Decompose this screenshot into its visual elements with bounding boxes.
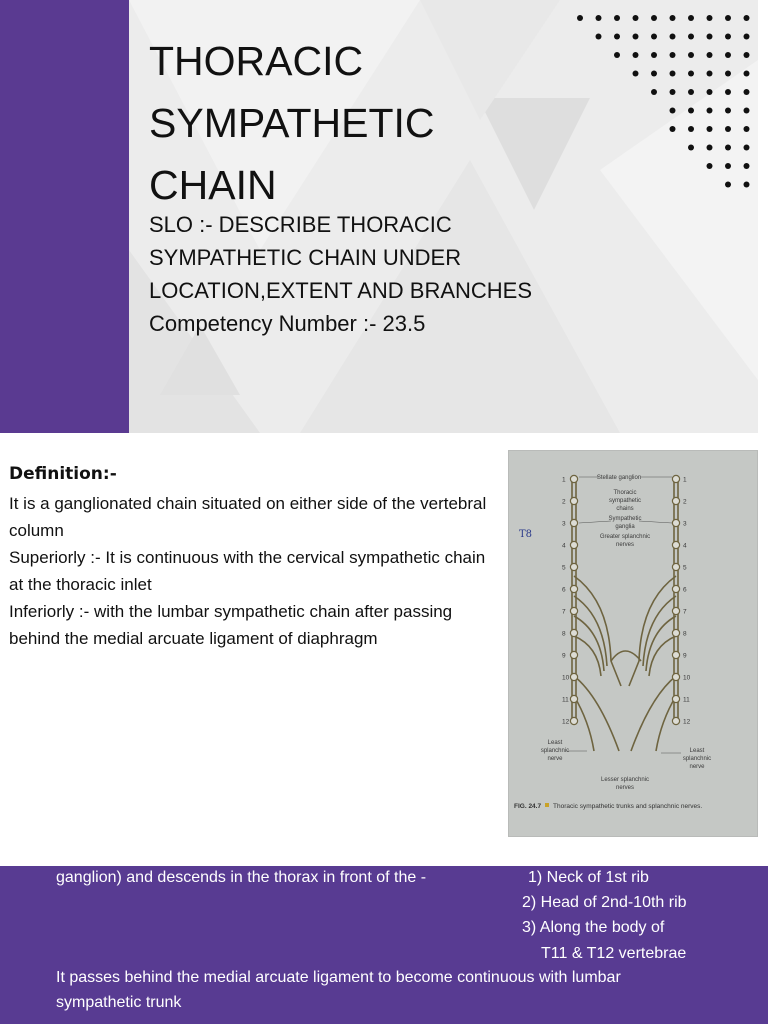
ganglion-node xyxy=(672,497,679,504)
label-least-right: splanchnic xyxy=(682,756,712,762)
decorative-dot xyxy=(744,71,750,77)
decorative-dot xyxy=(725,89,731,95)
decorative-dot xyxy=(670,15,676,21)
decorative-dot xyxy=(688,89,694,95)
label-least-left: nerve xyxy=(547,756,563,762)
ganglion-node xyxy=(570,519,577,526)
ganglion-node xyxy=(570,563,577,570)
decorative-dot xyxy=(633,15,639,21)
decorative-dot xyxy=(688,108,694,114)
label-least-left: Least xyxy=(547,740,563,746)
decorative-dot xyxy=(725,52,731,58)
ganglion-node xyxy=(570,629,577,636)
decorative-dot xyxy=(707,34,713,40)
decorative-dot xyxy=(725,163,731,169)
decorative-dot xyxy=(577,15,583,21)
ganglion-node xyxy=(570,475,577,482)
decorative-dot xyxy=(744,182,750,188)
title-line: THORACIC xyxy=(149,38,364,84)
level-number: 7 xyxy=(683,608,687,616)
decorative-dot xyxy=(670,126,676,132)
ganglion-node xyxy=(672,717,679,724)
ganglion-node xyxy=(570,673,577,680)
decorative-dot xyxy=(670,34,676,40)
ganglion-node xyxy=(672,475,679,482)
list-item: 1) Neck of 1st rib xyxy=(528,869,649,886)
slo-line: SLO :- DESCRIBE THORACIC xyxy=(149,212,452,237)
level-number: 12 xyxy=(562,718,570,726)
decorative-dot xyxy=(707,71,713,77)
level-number: 1 xyxy=(683,476,687,484)
label-nerves: nerves xyxy=(615,542,635,548)
decorative-dot xyxy=(744,52,750,58)
decorative-dot xyxy=(688,52,694,58)
ganglion-node xyxy=(672,629,679,636)
definition-body xyxy=(9,490,504,652)
decorative-dot xyxy=(744,163,750,169)
label-greater-splanchnic: Greater splanchnic xyxy=(599,534,651,540)
list-item: 2) Head of 2nd-10th rib xyxy=(522,894,687,911)
level-number: 2 xyxy=(683,498,687,506)
ganglion-node xyxy=(672,607,679,614)
decorative-dot xyxy=(725,108,731,114)
level-number: 7 xyxy=(562,608,566,616)
label-lesser-splanchnic: Lesser splanchnic xyxy=(600,777,650,783)
decorative-dot xyxy=(744,145,750,151)
level-number: 12 xyxy=(683,718,691,726)
slide-title xyxy=(149,30,569,216)
definition-slide xyxy=(0,445,768,855)
anatomy-figure-photo xyxy=(508,450,758,837)
decorative-dot xyxy=(633,34,639,40)
decorative-dot xyxy=(688,71,694,77)
decorative-dot xyxy=(670,71,676,77)
decorative-dot xyxy=(744,15,750,21)
sympathetic-chain-diagram xyxy=(509,451,757,836)
handwritten-t8: T8 xyxy=(519,529,533,540)
decorative-dot xyxy=(725,71,731,77)
ganglion-node xyxy=(672,695,679,702)
list-item: T11 & T12 vertebrae xyxy=(541,945,687,962)
decorative-dot xyxy=(670,89,676,95)
decorative-dot xyxy=(725,34,731,40)
ganglion-node xyxy=(570,717,577,724)
level-number: 4 xyxy=(683,542,687,550)
dot-pattern xyxy=(560,0,758,200)
ganglion-node xyxy=(672,563,679,570)
list-item: 3) Along the body of xyxy=(522,919,665,936)
ganglion-node xyxy=(672,585,679,592)
decorative-dot xyxy=(596,34,602,40)
caption-marker-icon xyxy=(545,803,549,807)
ganglion-node xyxy=(672,519,679,526)
definition-paragraph: Inferiorly :- with the lumbar sympathetic chain after passing behind the medial arcuate ligament of diaphragm xyxy=(9,602,453,648)
level-number: 8 xyxy=(683,630,687,638)
level-number: 9 xyxy=(683,652,687,660)
decorative-dot xyxy=(744,89,750,95)
level-number: 1 xyxy=(562,476,566,484)
slo-line: LOCATION,EXTENT AND BRANCHES xyxy=(149,278,533,303)
figure-number: FIG. 24.7 xyxy=(514,803,542,810)
slo-text xyxy=(149,208,589,307)
title-slide xyxy=(0,0,758,433)
level-number: 5 xyxy=(683,564,687,572)
decorative-dot xyxy=(725,182,731,188)
decorative-dot xyxy=(707,15,713,21)
decorative-dot xyxy=(707,145,713,151)
course-text-line: sympathetic trunk xyxy=(56,994,182,1011)
ganglion-node xyxy=(672,541,679,548)
level-number: 3 xyxy=(562,520,566,528)
title-line: CHAIN xyxy=(149,162,277,208)
label-lesser-nerves: nerves xyxy=(615,785,635,791)
level-number: 5 xyxy=(562,564,566,572)
definition-heading: Definition:- xyxy=(9,464,117,484)
decorative-dot xyxy=(688,34,694,40)
level-number: 9 xyxy=(562,652,566,660)
level-number: 3 xyxy=(683,520,687,528)
label-ganglia: ganglia xyxy=(615,524,635,530)
decorative-dot xyxy=(688,15,694,21)
decorative-dot xyxy=(633,52,639,58)
level-number: 10 xyxy=(562,674,570,682)
level-number: 4 xyxy=(562,542,566,550)
ganglion-node xyxy=(672,673,679,680)
decorative-dot xyxy=(614,15,620,21)
decorative-dot xyxy=(744,126,750,132)
decorative-dot xyxy=(596,15,602,21)
level-number: 6 xyxy=(562,586,566,594)
level-number: 8 xyxy=(562,630,566,638)
definition-paragraph: Superiorly :- It is continuous with the cervical sympathetic chain at the thoracic inlet xyxy=(9,548,486,594)
figure-caption: Thoracic sympathetic trunks and splanchnic nerves. xyxy=(553,803,703,810)
decorative-dot xyxy=(744,34,750,40)
decorative-dot xyxy=(614,52,620,58)
decorative-dot xyxy=(707,89,713,95)
level-number: 11 xyxy=(683,696,690,704)
decorative-dot xyxy=(744,108,750,114)
decorative-dot xyxy=(707,108,713,114)
label-least-right: Least xyxy=(689,748,705,754)
decorative-dot xyxy=(725,15,731,21)
decorative-dot xyxy=(688,126,694,132)
label-least-left: splanchnic xyxy=(540,748,570,754)
ganglion-node xyxy=(570,497,577,504)
decorative-dot xyxy=(725,145,731,151)
level-number: 2 xyxy=(562,498,566,506)
decorative-dot xyxy=(651,52,657,58)
ganglion-node xyxy=(570,651,577,658)
decorative-dot xyxy=(651,89,657,95)
decorative-dot xyxy=(725,126,731,132)
course-text-line: It passes behind the medial arcuate ligament to become continuous with lumbar xyxy=(56,969,621,986)
decorative-dot xyxy=(707,52,713,58)
decorative-dot xyxy=(688,145,694,151)
decorative-dot xyxy=(670,52,676,58)
ganglion-node xyxy=(570,607,577,614)
label-chains: chains xyxy=(616,506,634,512)
ganglion-node xyxy=(570,585,577,592)
label-stellate-ganglion: Stellate ganglion xyxy=(596,475,642,481)
ganglion-node xyxy=(570,695,577,702)
level-number: 11 xyxy=(562,696,569,704)
label-sympathetic: sympathetic xyxy=(608,498,642,504)
ganglion-node xyxy=(570,541,577,548)
decorative-dot xyxy=(707,126,713,132)
ganglion-node xyxy=(672,651,679,658)
label-sympathetic-ganglia: Sympathetic xyxy=(608,516,642,522)
decorative-dot xyxy=(651,71,657,77)
level-number: 6 xyxy=(683,586,687,594)
left-accent-bar xyxy=(0,0,129,433)
definition-paragraph: It is a ganglionated chain situated on either side of the vertebral column xyxy=(9,494,487,540)
title-line: SYMPATHETIC xyxy=(149,100,435,146)
competency-number: Competency Number :- 23.5 xyxy=(149,311,426,336)
level-number: 10 xyxy=(683,674,691,682)
decorative-dot xyxy=(651,15,657,21)
decorative-dot xyxy=(707,163,713,169)
slo-line: SYMPATHETIC CHAIN UNDER xyxy=(149,245,462,270)
decorative-dot xyxy=(670,108,676,114)
decorative-dot xyxy=(614,34,620,40)
label-thoracic: Thoracic xyxy=(613,490,637,496)
decorative-dot xyxy=(633,71,639,77)
course-text-line: ganglion) and descends in the thorax in front of the - xyxy=(56,869,427,886)
decorative-dot xyxy=(651,34,657,40)
label-least-right: nerve xyxy=(689,764,705,770)
course-slide xyxy=(0,866,768,1024)
